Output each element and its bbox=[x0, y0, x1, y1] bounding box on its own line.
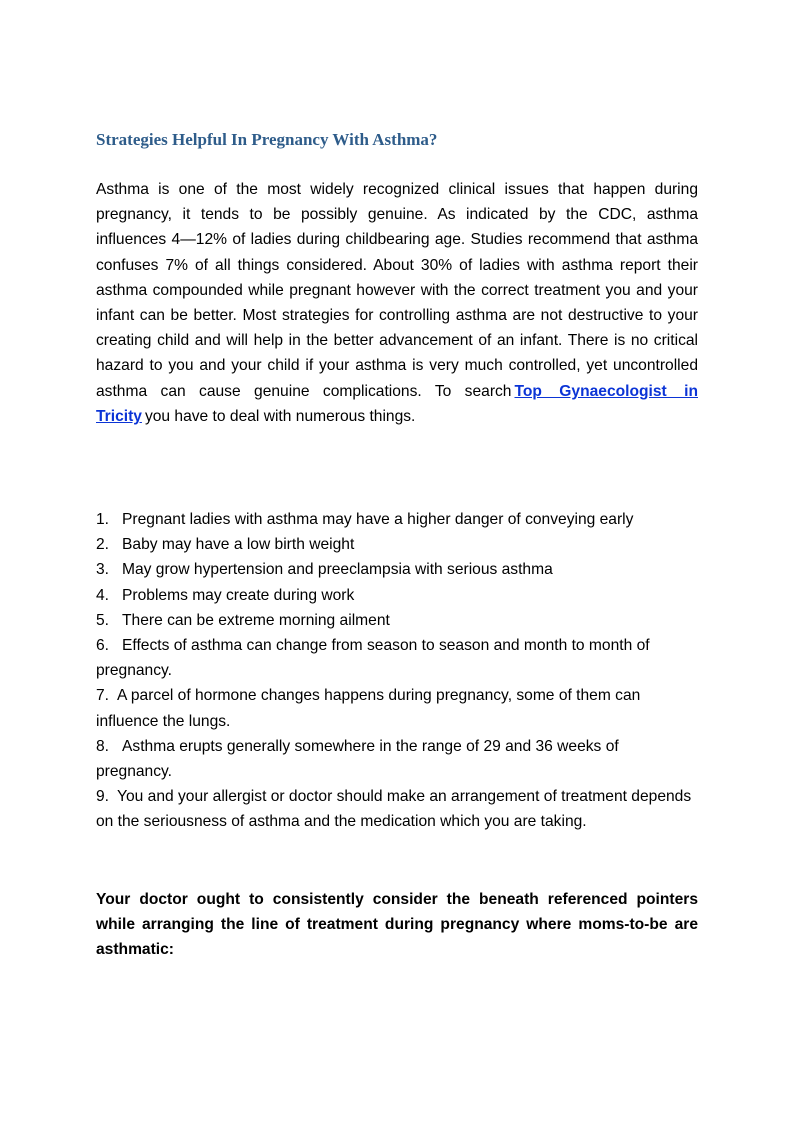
list-item-text: Asthma erupts generally somewhere in the range of 29 and 36 weeks of pregnancy. bbox=[96, 737, 619, 781]
list-item-text: Problems may create during work bbox=[122, 586, 355, 604]
list-item bbox=[96, 683, 698, 733]
list-item bbox=[96, 734, 698, 784]
list-item-text: A parcel of hormone changes happens during pregnancy, some of them can influence the lungs. bbox=[96, 687, 641, 730]
list-item bbox=[96, 507, 698, 532]
list-item-text: Effects of asthma can change from season to season and month to month of pregnancy. bbox=[96, 637, 650, 680]
risk-list bbox=[96, 507, 698, 835]
list-item-number: 8. bbox=[96, 737, 110, 755]
list-item-text: Pregnant ladies with asthma may have a higher danger of conveying early bbox=[122, 511, 634, 528]
intro-paragraph bbox=[96, 177, 698, 429]
list-item-number: 3. bbox=[96, 561, 110, 579]
list-item-number: 4. bbox=[96, 586, 110, 604]
list-item-number: 7. bbox=[96, 687, 110, 705]
list-item-number: 5. bbox=[96, 611, 110, 629]
list-item bbox=[96, 532, 698, 557]
list-item-text: There can be extreme morning ailment bbox=[122, 611, 390, 629]
list-item bbox=[96, 557, 698, 582]
list-item bbox=[96, 583, 698, 608]
intro-text-before-link: Asthma is one of the most widely recognized clinical issues that happen during pregnancy, it tends to be possibly genuine. As indicated by the CDC, asthma influences 4—12% of ladies during childbearing age. Studies recommend that asthma confuses 7% of all things considered. About 30% of ladies with asthma report their asthma compounded while pregnant however with the correct treatment you and your infant can be better. Most strategies for controlling asthma are not destructive to your creating child and will help in the better advancement of an infant. There is no critical hazard to you and your child if your asthma is very much controlled, yet uncontrolled asthma can cause genuine complications. To search bbox=[96, 181, 698, 400]
list-item bbox=[96, 784, 698, 834]
list-item-number: 1. bbox=[96, 511, 110, 528]
list-item bbox=[96, 608, 698, 633]
list-item-number: 6. bbox=[96, 637, 110, 655]
list-item-number: 9. bbox=[96, 788, 110, 806]
page-title: Strategies Helpful In Pregnancy With Asthma? bbox=[96, 130, 438, 149]
list-item-number: 2. bbox=[96, 536, 110, 554]
closing-paragraph: Your doctor ought to consistently consider the beneath referenced pointers while arranging the line of treatment during pregnancy where moms-to-be are asthmatic: bbox=[96, 891, 698, 959]
list-item-text: Baby may have a low birth weight bbox=[122, 536, 355, 554]
list-item-text: You and your allergist or doctor should make an arrangement of treatment depends on the seriousness of asthma and the medication which you are taking. bbox=[96, 788, 692, 831]
intro-text-after-link: you have to deal with numerous things. bbox=[144, 407, 416, 425]
list-item bbox=[96, 633, 698, 683]
gynaecologist-link[interactable]: Top Gynaecologist in Tricity bbox=[96, 382, 698, 425]
list-item-text: May grow hypertension and preeclampsia with serious asthma bbox=[122, 561, 553, 579]
